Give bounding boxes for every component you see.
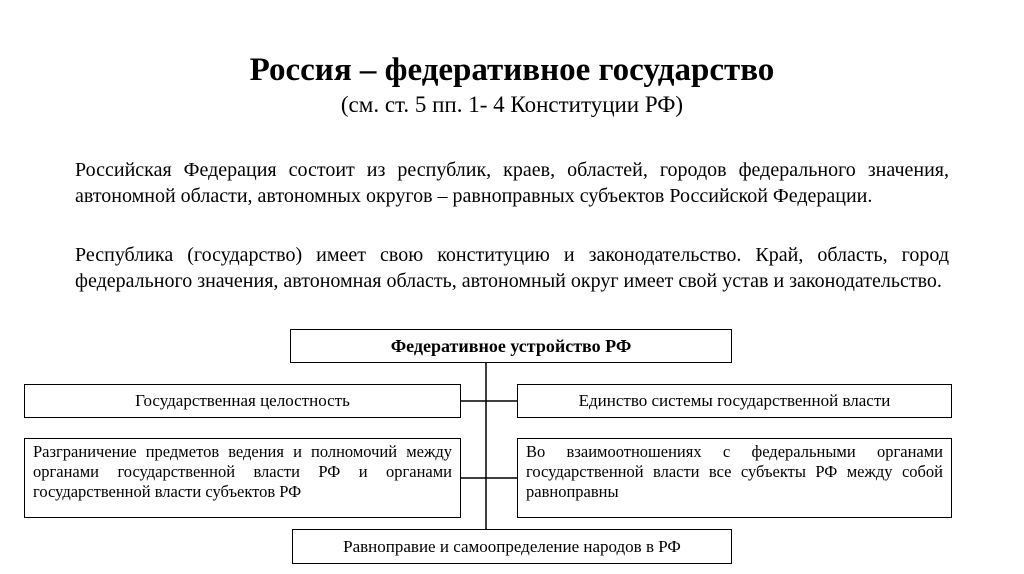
paragraph-republic-constitution: Республика (государство) имеет свою конституцию и законодательство. Край, область, город федерального значения, автономная область, автономный округ имеет свой устав и законодательство. xyxy=(75,244,949,292)
box-equality-of-subjects: Во взаимоотношениях с федеральными органами государственной власти все субъекты РФ между собой равноправны xyxy=(517,438,952,518)
page-title: Россия – федеративное государство xyxy=(249,52,775,88)
page-subtitle: (см. ст. 5 пп. 1- 4 Конституции РФ) xyxy=(340,92,684,117)
box-unity-of-power: Единство системы государственной власти xyxy=(517,384,952,418)
box-delimitation-of-jurisdiction: Разграничение предметов ведения и полномочий между органами государственной власти РФ и органами государственной власти субъектов РФ xyxy=(24,438,461,518)
box-state-integrity: Государственная целостность xyxy=(24,384,461,418)
paragraph-federation-composition: Российская Федерация состоит из республик, краев, областей, городов федерального значения, автономной области, автономных округов – равноправных субъектов Российской Федерации. xyxy=(75,159,949,207)
box-self-determination: Равноправие и самоопределение народов в РФ xyxy=(292,529,732,564)
diagram-root-box: Федеративное устройство РФ xyxy=(290,329,732,363)
